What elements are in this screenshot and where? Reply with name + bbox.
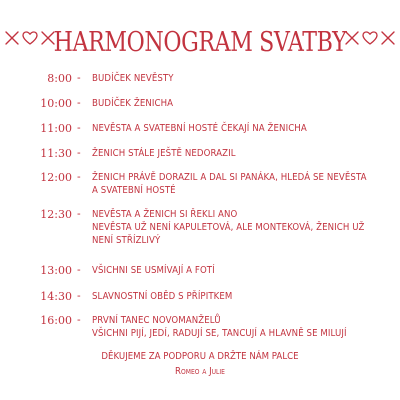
schedule-dash: - — [77, 72, 81, 84]
schedule-dash: - — [77, 97, 81, 109]
schedule-desc — [92, 290, 350, 303]
schedule-time: 12:00 — [40, 171, 72, 184]
x-icon — [4, 30, 20, 46]
footer-signature — [28, 365, 372, 378]
schedule-desc-line: SLAVNOSTNÍ OBĚD S PŘÍPITKEM — [92, 291, 233, 302]
schedule-desc-line: NEVĚSTA UŽ NENÍ KAPULETOVÁ, ALE MONTEKOVÁ, ŽENICH UŽ — [92, 222, 365, 233]
schedule-desc — [92, 97, 350, 110]
schedule-desc-line: ŽENICH STÁLE JEŠTĚ NEDORAZIL — [92, 148, 236, 159]
schedule-desc-line: NEVĚSTA A SVATEBNÍ HOSTÉ ČEKAJÍ NA ŽENICHA — [92, 123, 307, 134]
schedule-desc-line: PRVNÍ TANEC NOVOMANŽELŮ — [92, 315, 221, 326]
schedule-desc — [92, 314, 350, 340]
schedule-time: 13:00 — [40, 264, 72, 277]
schedule-time: 11:00 — [40, 122, 72, 135]
schedule-desc-line: ŽENICH PRÁVĚ DORAZIL A DAL SI PANÁKA, HLEDÁ SE NEVĚSTA — [92, 172, 367, 183]
schedule-desc — [92, 171, 367, 197]
schedule-desc-line: BUDÍČEK NEVĚSTY — [92, 73, 174, 84]
schedule-desc — [92, 72, 350, 85]
x-icon — [380, 30, 396, 46]
schedule-desc-line: A SVATEBNÍ HOSTÉ — [92, 185, 176, 196]
schedule-desc-line: NENÍ STŘÍZLIVÝ — [92, 235, 161, 246]
schedule-dash: - — [77, 171, 81, 183]
page-title: HARMONOGRAM SVATBY — [53, 27, 347, 58]
schedule-time: 8:00 — [47, 72, 72, 85]
schedule-desc-line: BUDÍČEK ŽENICHA — [92, 98, 174, 109]
schedule-desc-line: NEVĚSTA A ŽENICH SI ŘEKLI ANO — [92, 209, 238, 220]
schedule-dash: - — [77, 264, 81, 276]
schedule-desc-line: VŠICHNI SE USMÍVAJÍ A FOTÍ — [92, 265, 215, 276]
schedule-desc — [92, 122, 350, 135]
couple-names: Romeo a Julie — [175, 366, 225, 377]
schedule-dash: - — [77, 147, 81, 159]
schedule-time: 14:30 — [40, 290, 72, 303]
schedule-desc — [92, 147, 350, 160]
heart-icon — [362, 31, 378, 45]
schedule-desc-line: VŠICHNI PIJÍ, JEDÍ, RADUJÍ SE, TANCUJÍ A HLAVNĚ SE MILUJÍ — [92, 328, 347, 339]
schedule-time: 10:00 — [40, 97, 72, 110]
schedule-dash: - — [77, 314, 81, 326]
schedule-time: 16:00 — [40, 314, 72, 327]
schedule-desc — [92, 208, 365, 247]
schedule-dash: - — [77, 122, 81, 134]
schedule-dash: - — [77, 208, 81, 220]
schedule-desc — [92, 264, 350, 277]
schedule-dash: - — [77, 290, 81, 302]
schedule-time: 12:30 — [40, 208, 72, 221]
schedule-time: 11:30 — [40, 147, 72, 160]
footer-thanks: DĚKUJEME ZA PODPORU A DRŽTE NÁM PALCE — [101, 351, 299, 362]
